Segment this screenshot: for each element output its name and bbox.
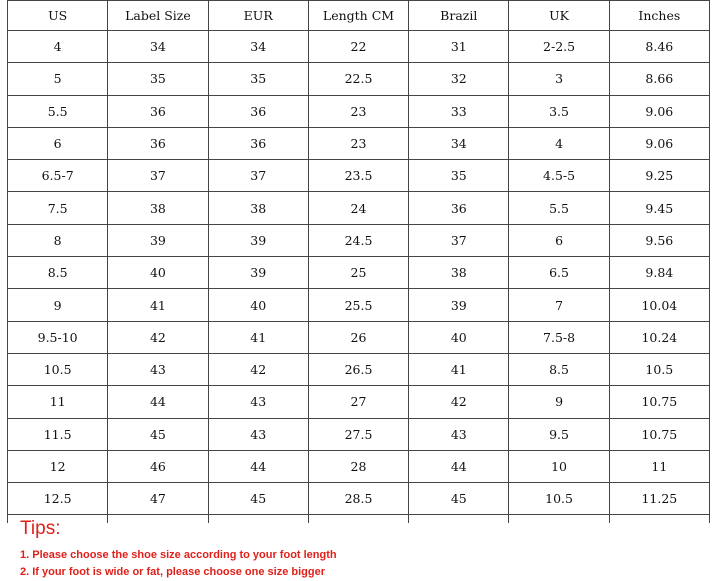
- cell-label-size: 37: [108, 160, 208, 192]
- table-row: [8, 353, 710, 385]
- cell-label-size: 42: [108, 321, 208, 353]
- cell-us: 8: [8, 224, 108, 256]
- cell-label-size: 41: [108, 289, 208, 321]
- cell-brazil: 37: [409, 224, 509, 256]
- cell-brazil: 41: [409, 353, 509, 385]
- cell-us: 7.5: [8, 192, 108, 224]
- cell-eur: 36: [208, 127, 308, 159]
- cell-us: 12: [8, 450, 108, 482]
- table-row: [8, 192, 710, 224]
- tail-cell: [609, 515, 709, 524]
- cell-inches: 9.06: [609, 95, 709, 127]
- cell-brazil: 40: [409, 321, 509, 353]
- cell-brazil: 45: [409, 483, 509, 515]
- table-row: [8, 63, 710, 95]
- cell-us: 4: [8, 31, 108, 63]
- cell-eur: 43: [208, 418, 308, 450]
- cell-brazil: 39: [409, 289, 509, 321]
- cell-label-size: 47: [108, 483, 208, 515]
- cell-length-cm: 28.5: [308, 483, 408, 515]
- cell-eur: 37: [208, 160, 308, 192]
- cell-uk: 4.5-5: [509, 160, 609, 192]
- tail-cell: [509, 515, 609, 524]
- cell-uk: 10: [509, 450, 609, 482]
- cell-inches: 9.06: [609, 127, 709, 159]
- cell-eur: 34: [208, 31, 308, 63]
- table-row: [8, 450, 710, 482]
- cell-label-size: 44: [108, 386, 208, 418]
- cell-uk: 10.5: [509, 483, 609, 515]
- cell-inches: 11: [609, 450, 709, 482]
- cell-us: 6.5-7: [8, 160, 108, 192]
- cell-label-size: 35: [108, 63, 208, 95]
- cell-uk: 6: [509, 224, 609, 256]
- cell-inches: 10.75: [609, 386, 709, 418]
- cell-uk: 8.5: [509, 353, 609, 385]
- cell-length-cm: 28: [308, 450, 408, 482]
- cell-brazil: 36: [409, 192, 509, 224]
- cell-inches: 10.24: [609, 321, 709, 353]
- cell-length-cm: 27.5: [308, 418, 408, 450]
- cell-eur: 45: [208, 483, 308, 515]
- cell-us: 10.5: [8, 353, 108, 385]
- cell-length-cm: 26.5: [308, 353, 408, 385]
- cell-eur: 44: [208, 450, 308, 482]
- cell-brazil: 42: [409, 386, 509, 418]
- header-inches: Inches: [609, 1, 709, 31]
- cell-brazil: 43: [409, 418, 509, 450]
- cell-label-size: 38: [108, 192, 208, 224]
- cell-label-size: 45: [108, 418, 208, 450]
- cell-length-cm: 27: [308, 386, 408, 418]
- cell-label-size: 36: [108, 127, 208, 159]
- cell-length-cm: 24: [308, 192, 408, 224]
- table-row: [8, 418, 710, 450]
- size-chart-body: [8, 31, 710, 524]
- cell-length-cm: 22.5: [308, 63, 408, 95]
- cell-brazil: 35: [409, 160, 509, 192]
- header-length-cm: Length CM: [308, 1, 408, 31]
- tail-cell: [409, 515, 509, 524]
- cell-label-size: 39: [108, 224, 208, 256]
- cell-eur: 36: [208, 95, 308, 127]
- cell-us: 9: [8, 289, 108, 321]
- cell-inches: 8.66: [609, 63, 709, 95]
- header-uk: UK: [509, 1, 609, 31]
- cell-us: 5: [8, 63, 108, 95]
- cell-uk: 3: [509, 63, 609, 95]
- cell-brazil: 32: [409, 63, 509, 95]
- cell-uk: 9.5: [509, 418, 609, 450]
- table-row: [8, 127, 710, 159]
- cell-us: 11.5: [8, 418, 108, 450]
- table-row: [8, 289, 710, 321]
- header-eur: EUR: [208, 1, 308, 31]
- cell-brazil: 31: [409, 31, 509, 63]
- cell-us: 5.5: [8, 95, 108, 127]
- table-row: [8, 257, 710, 289]
- cell-us: 11: [8, 386, 108, 418]
- cell-uk: 2-2.5: [509, 31, 609, 63]
- cell-eur: 38: [208, 192, 308, 224]
- table-row: [8, 95, 710, 127]
- cell-us: 8.5: [8, 257, 108, 289]
- cell-length-cm: 23: [308, 95, 408, 127]
- size-chart-table: [7, 0, 710, 523]
- cell-inches: 9.45: [609, 192, 709, 224]
- cell-length-cm: 22: [308, 31, 408, 63]
- cell-length-cm: 26: [308, 321, 408, 353]
- cell-uk: 7.5-8: [509, 321, 609, 353]
- cell-inches: 10.04: [609, 289, 709, 321]
- tips-section: [20, 518, 337, 581]
- cell-inches: 9.25: [609, 160, 709, 192]
- cell-eur: 40: [208, 289, 308, 321]
- cell-eur: 39: [208, 224, 308, 256]
- cell-label-size: 40: [108, 257, 208, 289]
- cell-eur: 41: [208, 321, 308, 353]
- cell-length-cm: 24.5: [308, 224, 408, 256]
- cell-inches: 10.75: [609, 418, 709, 450]
- cell-uk: 4: [509, 127, 609, 159]
- cell-uk: 6.5: [509, 257, 609, 289]
- table-row: [8, 321, 710, 353]
- cell-inches: 9.56: [609, 224, 709, 256]
- cell-eur: 35: [208, 63, 308, 95]
- cell-inches: 8.46: [609, 31, 709, 63]
- cell-brazil: 38: [409, 257, 509, 289]
- cell-uk: 9: [509, 386, 609, 418]
- cell-us: 9.5-10: [8, 321, 108, 353]
- cell-label-size: 34: [108, 31, 208, 63]
- cell-label-size: 36: [108, 95, 208, 127]
- cell-length-cm: 25: [308, 257, 408, 289]
- cell-brazil: 44: [409, 450, 509, 482]
- cell-eur: 43: [208, 386, 308, 418]
- cell-label-size: 46: [108, 450, 208, 482]
- cell-label-size: 43: [108, 353, 208, 385]
- table-row: [8, 160, 710, 192]
- cell-length-cm: 23: [308, 127, 408, 159]
- cell-us: 12.5: [8, 483, 108, 515]
- table-row: [8, 483, 710, 515]
- header-row: [8, 1, 710, 31]
- table-row: [8, 386, 710, 418]
- tip-line: 1. Please choose the shoe size according to your foot length: [20, 549, 337, 561]
- cell-uk: 7: [509, 289, 609, 321]
- cell-inches: 9.84: [609, 257, 709, 289]
- cell-uk: 5.5: [509, 192, 609, 224]
- cell-uk: 3.5: [509, 95, 609, 127]
- cell-brazil: 33: [409, 95, 509, 127]
- table-row: [8, 31, 710, 63]
- cell-us: 6: [8, 127, 108, 159]
- cell-inches: 10.5: [609, 353, 709, 385]
- header-us: US: [8, 1, 108, 31]
- table-row: [8, 224, 710, 256]
- cell-inches: 11.25: [609, 483, 709, 515]
- cell-length-cm: 23.5: [308, 160, 408, 192]
- cell-eur: 42: [208, 353, 308, 385]
- cell-brazil: 34: [409, 127, 509, 159]
- header-label-size: Label Size: [108, 1, 208, 31]
- tips-title: Tips:: [20, 518, 61, 539]
- header-brazil: Brazil: [409, 1, 509, 31]
- cell-eur: 39: [208, 257, 308, 289]
- tip-line: 2. If your foot is wide or fat, please choose one size bigger: [20, 566, 326, 578]
- cell-length-cm: 25.5: [308, 289, 408, 321]
